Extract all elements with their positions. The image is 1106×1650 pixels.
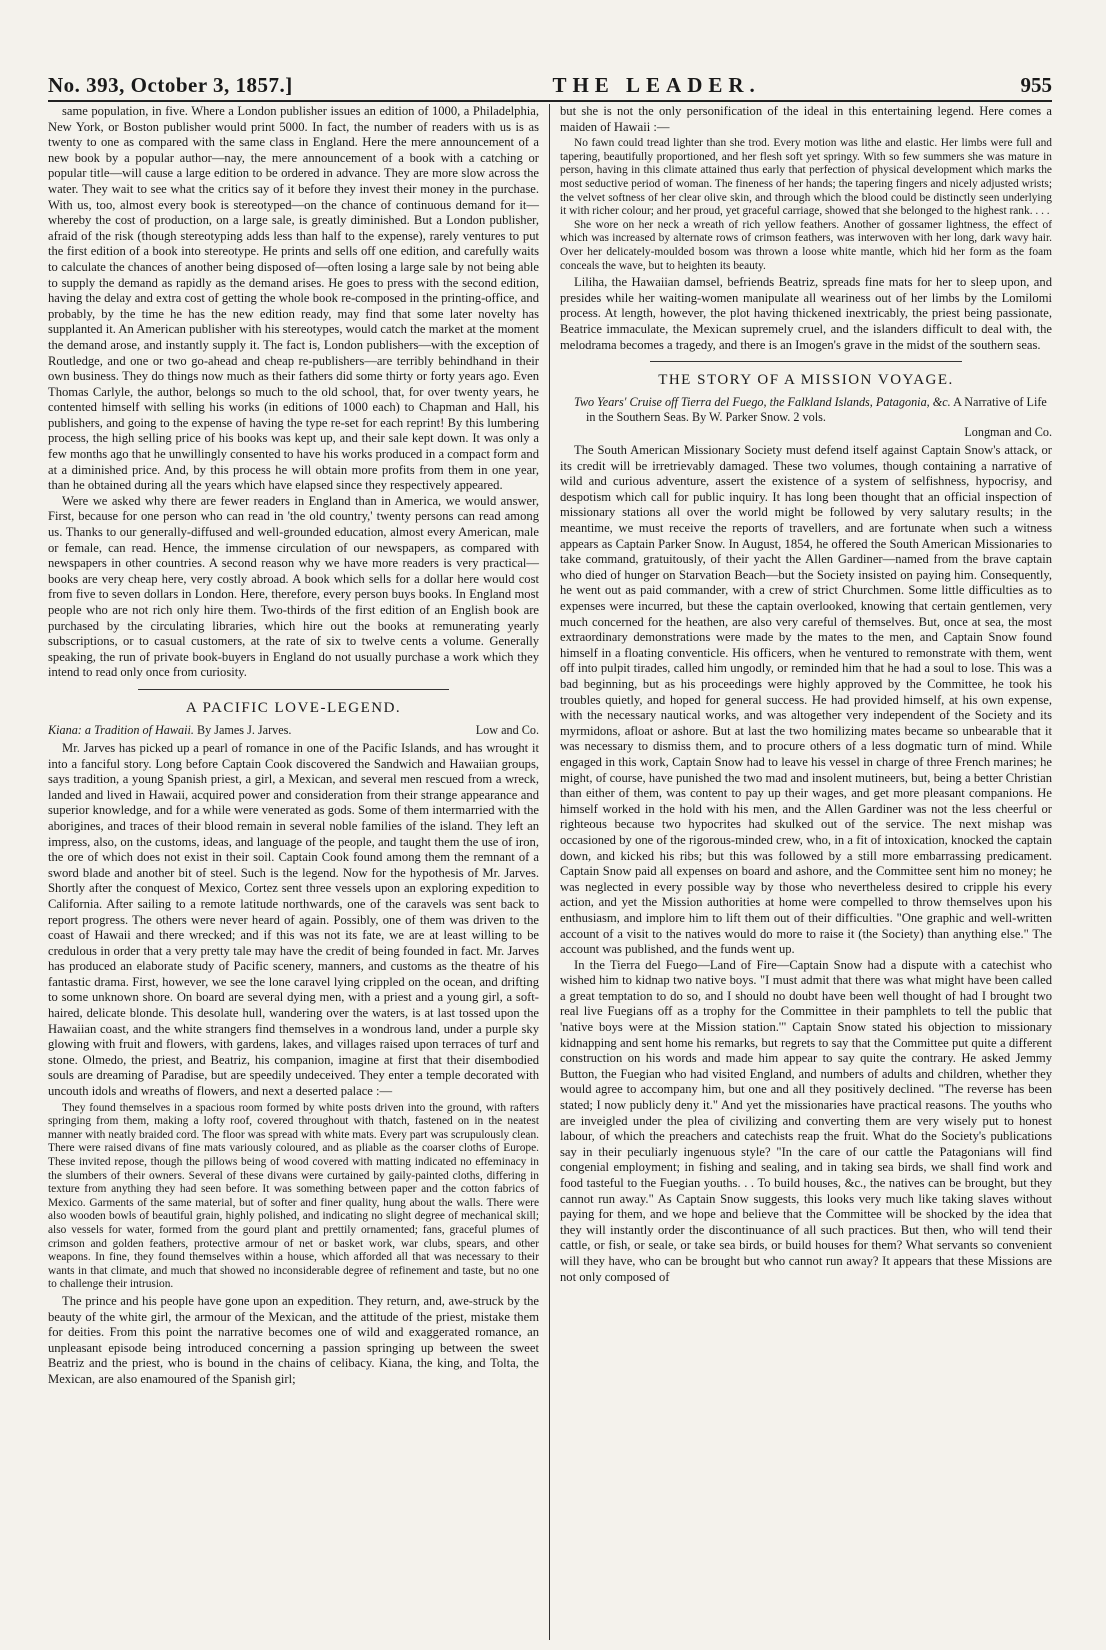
right-column (550, 104, 1052, 1640)
publishing-paragraph-2: Were we asked why there are fewer readers in England than in America, we would answer, First, because for one person who can read in 'the old country,' twenty persons can read among us. Thanks to our generally-diffused and well-grounded education, almost every American, male or female, can read. Hence, the immense circulation of our newspapers, as compared with newspapers in other countries. A second reason why we have more readers is very practical—books are very cheap here, very costly abroad. A book which sells for a dollar here would cost from five to seven dollars in London. Here, therefore, every person buys books. In England most people who are not rich only hire them. Two-thirds of the first edition of an English book are purchased by the circulating libraries, which hire out the books at remunerating yearly subscriptions, or to casual customers, at the rate of six to twelve cents a volume. Generally speaking, the run of private book-buyers in England do not usually purchase a work which they intend to read only once from curiosity. (48, 493, 539, 680)
book-publisher: Longman and Co. (964, 425, 1052, 440)
review-paragraph-continued: The prince and his people have gone upon an expedition. They return, and, awe-struck by the beauty of the white girl, the armour of the Mexican, and the attitude of the priest, mistake them for deities. From this point the narrative becomes one of wild and exaggerated romance, an unpleasant episode being introduced concerning a passion springing up between the sweet Beatriz and the priest, who is bound in the chains of celibacy. Kiana, the king, and Tolta, the Mexican, are also enamoured of the Spanish girl; (48, 1293, 539, 1386)
article-columns (48, 104, 1052, 1640)
issue-number: No. 393, October 3, 1857.] (48, 73, 293, 97)
section-title-mission-voyage: THE STORY OF A MISSION VOYAGE. (658, 372, 954, 389)
masthead-title: THE LEADER. (552, 73, 761, 97)
page-number: 955 (1020, 73, 1052, 97)
continued-paragraph: but she is not the only personification of the ideal in this entertaining legend. Here comes a maiden of Hawaii :— (560, 104, 1052, 134)
section-divider (138, 689, 449, 690)
quoted-extract-maiden: No fawn could tread lighter than she trod. Every motion was lithe and elastic. Her limbs were full and tapering, beautifully proportioned, and her flesh soft yet springy. With so few summers she was mature in person, having in this climate attained thus early that perfection of physical development which marks the most seductive period of woman. The fineness of her hands; the tapering fingers and nicely adjusted wrists; the velvet softness of her clear olive skin, and through which the blood could be distinctly seen underlying it with richer colour; and her proud, yet graceful carriage, showed that she belonged to the highest rank. . . . (560, 137, 1052, 218)
book-citation (560, 395, 1052, 425)
publishing-paragraph-1: same population, in five. Where a London publisher issues an edition of 1000, a Philadelphia, New York, or Boston publisher would print 5000. In fact, the number of readers with us is as twenty to one as compared with the same class in England. Here the mere announcement of a new book by a popular author—nay, the mere announcement of a book with a catching or popular title—will cause a large edition to be ordered in advance. They are more slow across the water. They wait to see what the critics say of it before they invest their money in the purchase. With us, too, almost every book is stereotyped—on the chance of continuous demand for it—whereby the cost of production, on a large sale, is greatly diminished. But a London publisher, afraid of the risk (though stereotyping adds less than half to the expense), rarely ventures to put the first edition of a book into stereotype. He prints and sells off one edition, and carefully waits to calculate the chances of another being disposed of—often losing a large sale by not being able to supply the demand as rapidly as the demand arises. He goes to press with the second edition, having the delay and extra cost of getting the whole book re-composed in the printing-office, and probably, by the time he has the new edition ready, may find that some later novelty has supplanted it. An American publisher with his stereotypes, would catch the market at the moment the demand arose, and instantly supply it. The fact is, London publishers—with the exception of Routledge, and one or two go-ahead and cheap re-publishers—are terribly behindhand in their own business. They do things now much as their fathers did some thirty or forty years ago. Even Thomas Carlyle, the author, belongs so much to the old school, that, for over twenty years, he contented himself with selling his works (in editions of 1000 each) to Chapman and Hall, his publishers, and going to the expense of having the type re-set for each reprint! By this lumbering process, the high selling price of his books was kept up, and their sale kept down. It was only a few months ago that he unwillingly consented to have his works produced in a compact form and at a diminished price. And, by this process he will obtain more profits from them in one year, than he obtained during all the years which have elapsed since they respectively appeared. (48, 104, 539, 493)
left-column (48, 104, 550, 1640)
book-publisher: Low and Co. (475, 722, 539, 737)
quoted-extract: They found themselves in a spacious room formed by white posts driven into the ground, with rafters springing from them, making a lofty roof, covered throughout with thatch, fastened on in the neatest manner with neatly braided cord. The floor was spread with white mats. Every part was scrupulously clean. There were raised divans of fine mats variously coloured, and as pliable as the coarser cloths of Europe. These invited repose, though the pillows being of wood covered with matting indicated no effeminacy in the slumbers of their owners. Several of these divans were curtained by gaily-painted cloths, differing in texture from anything they had seen before. It was something between paper and the cotton fabrics of Mexico. Garments of the same material, but of softer and finer quality, hung about the walls. There were also wooden bowls of beautiful grain, highly polished, and indicating no slight degree of mechanical skill; also vessels for water, formed from the gourd plant and prettily ornamented; fans, graceful plumes of crimson and golden feathers, protective armour of net or basket work, war clubs, spears, and other weapons. In fine, they found themselves within a house, which afforded all that was necessary to their wants in that climate, and much that showed no inconsiderable degree of refinement and taste, but no one to challenge their intrusion. (48, 1101, 539, 1291)
mission-paragraph-1: The South American Missionary Society must defend itself against Captain Snow's attack, or its credit will be irretrievably damaged. These two volumes, though containing a narrative of wild and curious adventure, assert the existence of a system of selfishness, hypocrisy, and despotism which call for public inquiry. It has long been thought that an official inspection of missionary stations all over the world might be followed by very salutary results; in the meantime, we must receive the reports of travellers, and are fortunate when such a witness appears as Captain Parker Snow. In August, 1854, he offered the South American Missionaries to take command, gratuitously, of their yacht the Allen Gardiner—named from the brave captain who died of hunger on Starvation Beach—but the Society insisted on paying him. Consequently, he went out as paid commander, with a crew of strict Churchmen. Some little difficulties as to expenses were incurred, but these the captain overlooked, knowing that certain gentlemen, very much concerned for the heathen, are also very careful of themselves. But, once at sea, the most extraordinary demonstrations were made by the mates to the men, and Captain Snow found himself in a floating conventicle. His officers, when he ventured to remonstrate with them, went off into pulpit tirades, called him ungodly, or reminded him that he had a soul to lose. This was a bad beginning, but as his proceedings were highly approved by the Committee, he took his troubles quietly, and hoped for general success. He had provided himself, at his own expense, with the necessary nautical works, and was altogether very independent of the Society and its myrmidons, afloat or ashore. But at last the two homilizing mates became so unbearable that it was necessary to dismiss them, and to procure others of a less dogmatic turn of mind. While engaged in this work, Captain Snow had to leave his vessel in charge of three French marines; he might, of course, have punished the two mad and insolent mutineers, but, being a better Christian than either of them, was content to pay up their wages, and get more pleasant companions. He himself worked in the hold with his men, and the Allen Gardiner was not the less cheerful or righteous because two hypocrites had skulked out of the service. The next mishap was occasioned by one of the rigorous-minded crew, who, in a fit of intoxication, knocked the captain down, and kicked his ribs; but this was followed by a still more embarrassing predicament. Captain Snow paid all expenses on board and ashore, and the Committee sent him no money; he was neglected in every possible way by those who nevertheless desired to cripple his every action, and yet the Mission authorities at home were compelled to throw themselves upon his enthusiasm, and implore him to lift them out of their difficulties. "One graphic and well-written account of a visit to the natives would do more to raise it (the Society) than anything else." The account was published, and the funds went up. (560, 443, 1052, 957)
quoted-extract-feathers: She wore on her neck a wreath of rich yellow feathers. Another of gossamer lightness, the effect of which was increased by alternate rows of crimson feathers, was interwoven with her long, dark wavy hair. Over her delicately-moulded bosom was thrown a loose white mantle, which hid her form as the foam conceals the wave, but to heighten its beauty. (560, 218, 1052, 272)
book-title: Two Years' Cruise off Tierra del Fuego, the Falkland Islands, Patagonia, &c. (574, 395, 951, 410)
book-author: By James J. Jarves. (196, 722, 292, 737)
review-paragraph: Mr. Jarves has picked up a pearl of romance in one of the Pacific Islands, and has wrought it into a fanciful story. Long before Captain Cook discovered the Sandwich and Hawaiian groups, says tradition, a young Spanish priest, a girl, a Mexican, and several men rescued from a wreck, landed and lived in Hawaii, acquired power and consideration from their strange appearance and superior knowledge, and for a while were venerated as gods. Some of them intermarried with the aborigines, and traces of their blood remain in several noble families of the island. They left an impress, also, on the customs, ideas, and language of the people, and taught them the use of iron, the ore of which does not exist in their soil. Captain Cook found among them the remnant of a sword blade and another bit of steel. Such is the legend. Now for the hypothesis of Mr. Jarves. Shortly after the conquest of Mexico, Cortez sent three vessels upon an exploring expedition to California. After sailing to a remote latitude northwards, one of the caravels was sent back to report progress. The others were never heard of again. Possibly, one of them was driven to the coast of Hawaii and there wrecked; and if this was not its fate, we are at least willing to be credulous in order that a very pretty tale may have the credit of being founded in fact. Mr. Jarves has produced an elaborate study of Pacific scenery, manners, and customs as the theatre of his fantastic drama. First, however, we see the lone caravel lying crippled on the ocean, and drifting to some unknown shore. On board are several dying men, with a priest and a young girl, a soft-haired, delicate blonde. This desolate hull, wandering over the waters, is at last tossed upon the Hawaiian coast, and the white strangers find themselves in a wondrous land, under a purple sky glowing with fruit and flowers, with gardens, lakes, and villages raised upon terraces of turf and stone. Olmedo, the priest, and Beatriz, his companion, imagine at first that their disembodied souls are dreaming of Paradise, but are speedily undeceived. They enter a temple decorated with uncouth idols and wreaths of flowers, and next a deserted palace :— (48, 740, 539, 1099)
section-title-pacific-love-legend: A PACIFIC LOVE-LEGEND. (185, 699, 402, 716)
book-title: Kiana: a Tradition of Hawaii. (48, 722, 194, 737)
book-details: A Narrative of Life in the Southern Seas. By W. Parker Snow. 2 vols. (586, 395, 1047, 425)
mission-paragraph-2: In the Tierra del Fuego—Land of Fire—Captain Snow had a dispute with a catechist who wished him to kidnap two native boys. "I must admit that there was what might have been called a great temptation to do so, and I should no doubt have been well thought of had I brought two real live Fuegians off as a trophy for the Committee in their pamphlets to tell the public that 'native boys were at the Mission station.'" Captain Snow stated his objection to missionary kidnapping and sent home his remarks, but regrets to say that the Committee put quite a different construction on his words and made him appear to say quite the contrary. He asked Jemmy Button, the Fuegian who had visited England, and numbers of adults and children, whether they would agree to accompany him, but one and all they positively declined. "The reverse has been stated; I now publicly deny it." And yet the missionaries have practical reasons. The youths who are inveigled under the plea of civilizing and converting them are very wisely put to honest labour, of which the preachers and catechists reap the fruit. What do the Society's publications say in their peculiarly ingenuous style? "In the care of our cattle the Patagonians will find congenial employment; in fishing and sealing, and in taking sea birds, we shall find work and food tasteful to the Fuegian youths. . . To build houses, &c., the natives can be brought, but they cannot run away." As Captain Snow suggests, this looks very much like taking slaves without paying for them, and we hope and believe that the Committee will be shocked by the idea that they will instantly order the discontinuance of all such practices. But then, who will tend their cattle, or fish, or seale, or take sea birds, or build houses for them? What servants so convenient will they have, who can be brought but who cannot run away? It appears that these Missions are not only composed of (560, 957, 1052, 1284)
review-conclusion: Liliha, the Hawaiian damsel, befriends Beatriz, spreads fine mats for her to sleep upon, and presides while her waiting-women manipulate all weariness out of her limbs by the Lomilomi process. At length, however, the plot having thickened inextricably, the priest being passionate, Beatrice immaculate, the Mexican supremely cruel, and the islanders difficult to deal with, the melodrama becomes a tragedy, and there is an Imogen's grave in the midst of the southern seas. (560, 275, 1052, 352)
section-divider (650, 361, 962, 362)
page-header (48, 74, 1052, 102)
book-citation (48, 723, 539, 738)
